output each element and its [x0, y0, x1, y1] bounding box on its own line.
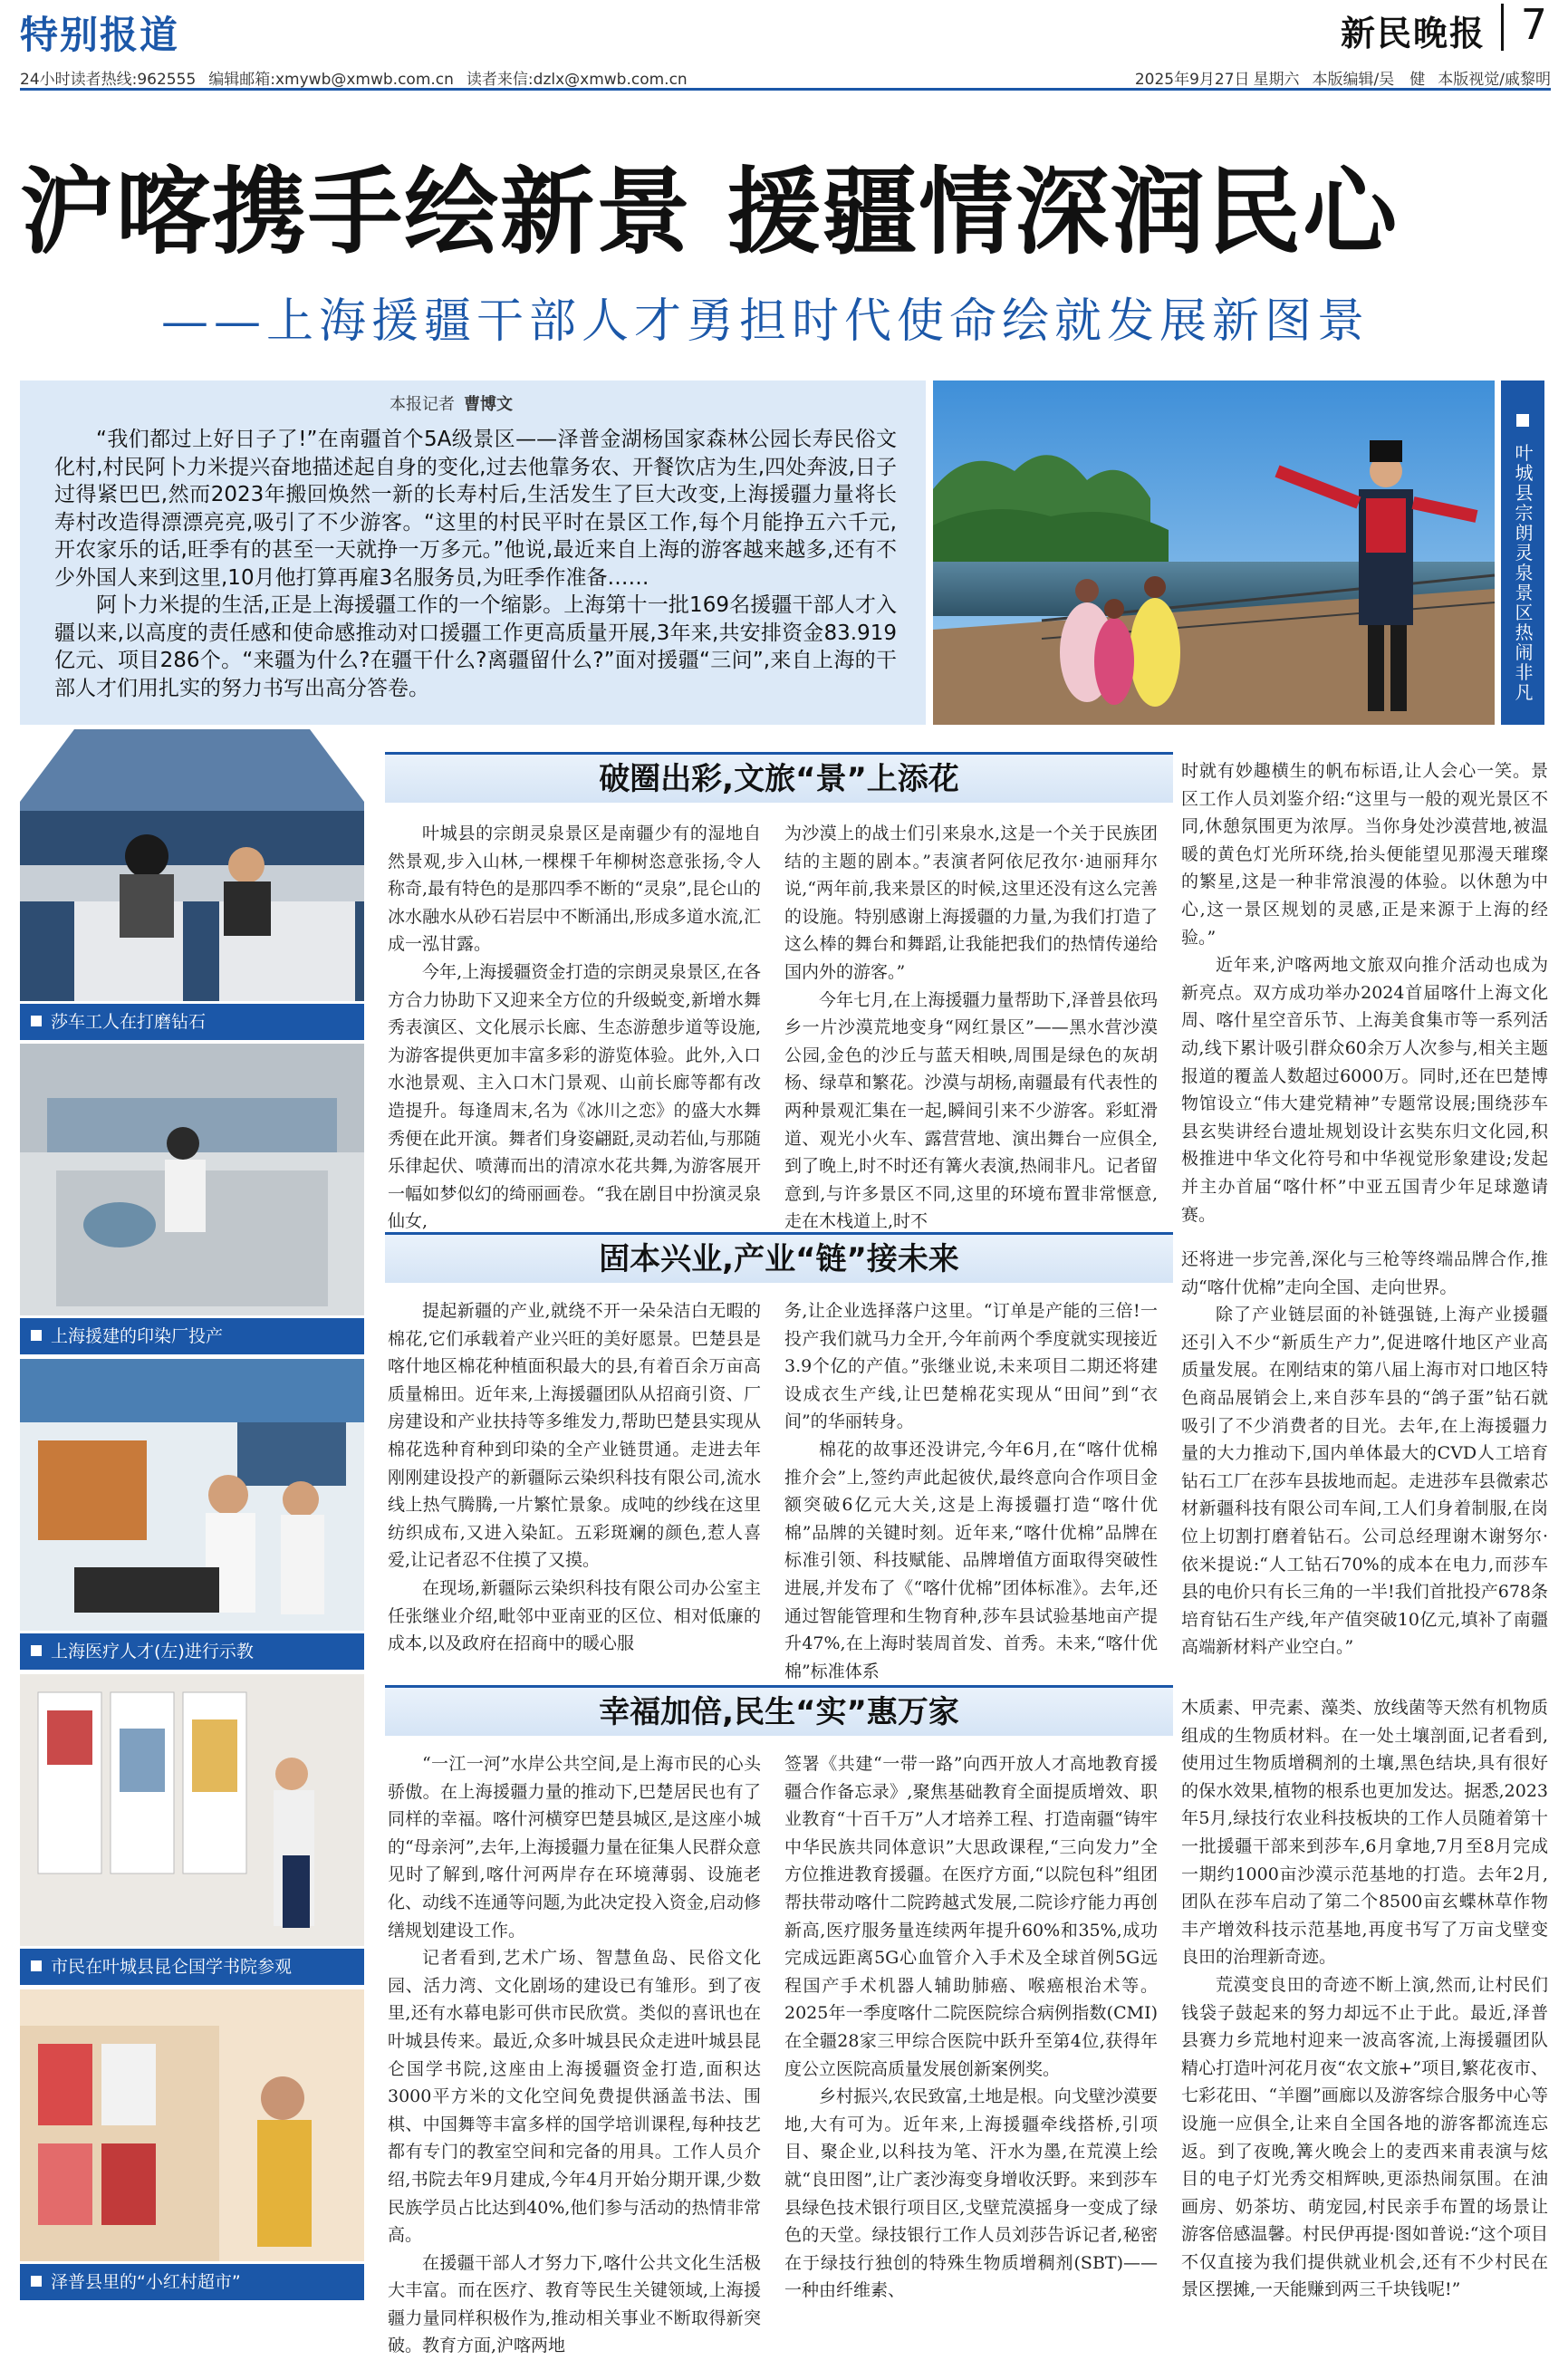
article-paragraph: 荒漠变良田的奇迹不断上演,然而,让村民们钱袋子鼓起来的努力却远不止于此。最近,泽普县赛力乡荒地村迎来一波高客流,上海援疆团队精心打造叶河花月夜“农文旅+”项目,繁花夜市、七彩花田、“羊圈”画廊以及游客综合服务中心等设施一应俱全,让来自全国各地的游客都流连忘返。到了夜晚,篝火晚会上的麦西来甫表演与炫目的电子灯光秀交相辉映,更添热闹氛围。在油画房、奶茶坊、萌宠园,村民亲手布置的场景让游客倍感温馨。村民伊再提·图如普说:“这个项目不仅直接为我们提供就业机会,还有不少村民在景区摆摊,一天能赚到两三千块钱呢!”: [1181, 1974, 1548, 2300]
byline-name: 曹博文: [464, 395, 513, 414]
issue-date: 2025年9月27日: [1134, 71, 1250, 89]
article-paragraph: 还将进一步完善,深化与三枪等终端品牌合作,推动“喀什优棉”走向全国、走向世界。: [1181, 1249, 1548, 1297]
article-column: [784, 820, 1158, 1291]
intro-text: [54, 426, 897, 702]
page-designer: 本版视觉/戚黎明: [1438, 71, 1551, 89]
section-title-industry: 固本兴业,产业“链”接未来: [385, 1232, 1173, 1283]
byline-label: 本报记者: [390, 395, 455, 414]
article-paragraph: 在现场,新疆际云染织科技有限公司办公室主任张继业介绍,毗邻中亚南亚的区位、相对低廉的成本,以及政府在招商中的暖心服: [388, 1577, 761, 1654]
article-paragraph: 棉花的故事还没讲完,今年6月,在“喀什优棉推介会”上,签约声此起彼伏,最终意向合作项目金额突破6亿元大关,这是上海援疆打造“喀什优棉”品牌的关键时刻。近年来,“喀什优棉”品牌在标准引领、科技赋能、品牌增值方面取得突破性进展,并发布了《“喀什优棉”团体标准》。去年,还通过智能管理和生物育种,莎车县试验基地亩产提升47%,在上海时装周首发、首秀。未来,“喀什优棉”标准体系: [784, 1439, 1158, 1681]
photo-caption-text: 市民在叶城县昆仑国学书院参观: [51, 1957, 293, 1977]
caption-marker: [31, 1645, 42, 1656]
article-paragraph: 今年,上海援疆资金打造的宗朗灵泉景区,在各方合力协助下又迎来全方位的升级蜕变,新增水舞秀表演区、文化展示长廊、生态游憩步道等设施,为游客提供更加丰富多彩的游览体验。此外,入口水池景观、主入口木门景观、山前长廊等都有改造提升。每逢周末,名为《冰川之恋》的盛大水舞秀便在此开演。舞者们身姿翩跹,灵动若仙,与那随乐律起伏、喷薄而出的清凉水花共舞,为游客展开一幅如梦似幻的绮丽画卷。“我在剧目中扮演灵泉仙女,: [388, 961, 761, 1232]
page-number: 7: [1520, 0, 1547, 49]
photo-caption-text: 莎车工人在打磨钻石: [51, 1012, 207, 1032]
article-paragraph: “一江一河”水岸公共空间,是上海市民的心头骄傲。在上海援疆力量的推动下,巴楚居民也有了同样的幸福。喀什河横穿巴楚县城区,是这座小城的“母亲河”,去年,上海援疆力量在征集人民群众意见时了解到,喀什河两岸存在环境薄弱、设施老化、动线不连通等问题,为此决定投入资金,启动修缮规划建设工作。: [388, 1754, 761, 1941]
supermarket-image: [20, 1989, 364, 2261]
article-paragraph: 今年七月,在上海援疆力量帮助下,泽普县依玛乡一片沙漠荒地变身“网红景区”——黑水营沙漠公园,金色的沙丘与蓝天相映,周围是绿色的灰胡杨、绿草和繁花。沙漠与胡杨,南疆最有代表性的两种景观汇集在一起,瞬间引来不少游客。彩虹滑道、观光小火车、露营营地、演出舞台一应俱全,到了晚上,时不时还有篝火表演,热闹非凡。记者留意到,与许多景区不同,这里的环境布置非常惬意,走在木栈道上,时不: [784, 989, 1158, 1232]
article-paragraph: 除了产业链层面的补链强链,上海产业援疆还引入不少“新质生产力”,促进喀什地区产业高质量发展。在刚结束的第八届上海市对口地区特色商品展销会上,来自莎车县的“鸽子蛋”钻石就吸引了不少消费者的目光。去年,在上海援疆力量的大力推动下,国内单体最大的CVD人工培育钻石工厂在莎车县拔地而起。走进莎车县微索芯材新疆科技有限公司车间,工人们身着制服,在岗位上切割打磨着钻石。公司总经理谢木谢努尔·依米提说:“人工钻石70%的成本在电力,而莎车县的电价只有长三角的一半!我们首批投产678条培育钻石生产线,年产值突破10亿元,填补了南疆高端新材料产业空白。”: [1181, 1305, 1548, 1658]
diamond-workers-image: [20, 729, 364, 1001]
byline: [390, 391, 513, 415]
article-paragraph: 乡村振兴,农民致富,土地是根。向戈壁沙漠要地,大有可为。近年来,上海援疆牵线搭桥,引项目、聚企业,以科技为笔、汗水为墨,在荒漠上绘就“良田图”,让广袤沙海变身增收沃野。来到莎车县绿色技术银行项目区,戈壁荒漠摇身一变成了绿色的天堂。绿技银行工作人员刘莎告诉记者,秘密在于绿技行独创的特殊生物质增稠剂(SBT)——一种由纤维素、: [784, 2086, 1158, 2301]
dancers-image: [933, 380, 1495, 725]
article-paragraph: 在援疆干部人才努力下,喀什公共文化生活极大丰富。而在医疗、教育等民生关键领域,上海援疆力量同样积极作为,推动相关事业不断取得新突破。教育方面,沪喀两地: [388, 2252, 761, 2356]
photo-academy: [20, 1674, 364, 1946]
photo-dye-factory: [20, 1044, 364, 1315]
article-paragraph: 提起新疆的产业,就绕不开一朵朵洁白无暇的棉花,它们承载着产业兴旺的美好愿景。巴楚县是喀什地区棉花种植面积最大的县,有着百余万亩高质量棉田。近年来,上海援疆团队从招商引资、厂房建设和产业扶持等多维发力,帮助巴楚县实现从棉花选种育种到印染的全产业链贯通。走进去年刚刚建设投产的新疆际云染织科技有限公司,流水线上热气腾腾,一片繁忙景象。成吨的纱线在这里纺织成布,又进入染缸。五彩斑斓的颜色,惹人喜爱,让记者忍不住摸了又摸。: [388, 1301, 761, 1571]
article-column: [784, 1297, 1158, 1681]
info-bar: [20, 63, 1551, 91]
photo-caption-medical: [20, 1633, 364, 1670]
top-photo-dancers: [933, 380, 1495, 725]
masthead: [20, 0, 1551, 63]
article-paragraph: 木质素、甲壳素、藻类、放线菌等天然有机物质组成的生物质材料。在一处土壤剖面,记者看到,使用过生物质增稠剂的土壤,黑色结块,具有很好的保水效果,植物的根系也更加发达。据悉,2023年5月,绿技行农业科技板块的工作人员随着第十一批援疆干部来到莎车,6月拿地,7月至8月完成一期约1000亩沙漠示范基地的打造。去年2月,团队在莎车启动了第二个8500亩玄蝶林草作物丰产增效科技示范基地,再度书写了万亩戈壁变良田的治理新奇迹。: [1181, 1698, 1548, 1968]
article-column: [1181, 757, 1548, 1292]
article-column: [784, 1750, 1158, 2312]
photo-caption-supermarket: [20, 2264, 364, 2300]
reader-hotline: 24小时读者热线:962555: [20, 71, 197, 89]
article-paragraph: 近年来,沪喀两地文旅双向推介活动也成为新亮点。双方成功举办2024首届喀什上海文化周、喀什星空音乐节、上海美食集市等一系列活动,线下累计吸引群众60余万人次参与,相关主题报道的覆盖人数超过6000万。同时,还在巴楚博物馆设立“伟大建党精神”专题常设展;围绕莎车县玄奘讲经台遗址规划设计玄奘东归文化园,积极推进中华文化符号和中华视觉形象建设;发起并主办首届“喀什杯”中亚五国青少年足球邀请赛。: [1181, 955, 1548, 1225]
article-paragraph: 签署《共建“一带一路”向西开放人才高地教育援疆合作备忘录》,聚焦基础教育全面提质增效、职业教育“十百千万”人才培养工程、打造南疆“铸牢中华民族共同体意识”大思政课程,“三向发力”全方位推进教育援疆。在医疗方面,“以院包科”组团帮扶带动喀什二院跨越式发展,二院诊疗能力再创新高,医疗服务量连续两年提升60%和35%,成功完成远距离5G心血管介入手术及全球首例5G远程国产手术机器人辅助肺癌、喉癌根治术等。2025年一季度喀什二院医院综合病例指数(CMI)在全疆28家三甲综合医院中跃升至第4位,获得年度公立医院高质量发展创新案例奖。: [784, 1754, 1158, 2079]
dye-factory-image: [20, 1044, 364, 1315]
photo-caption-diamond: [20, 1004, 364, 1040]
contact-info: [20, 66, 700, 89]
edition-info: [1122, 66, 1551, 89]
section-title-culture-tourism: 破圈出彩,文旅“景”上添花: [385, 752, 1173, 803]
article-column: [388, 1750, 761, 2356]
section-name: 特别报道: [20, 13, 180, 57]
article-column: [1181, 1694, 1548, 2312]
intro-paragraph: “我们都过上好日子了!”在南疆首个5A级景区——泽普金湖杨国家森林公园长寿民俗文化村,村民阿卜力米提兴奋地描述起自身的变化,过去他靠务农、开餐饮店为生,四处奔波,日子过得紧巴巴,然而2023年搬回焕然一新的长寿村后,生活发生了巨大改变,上海援疆力量将长寿村改造得漂漂亮亮,吸引了不少游客。“这里的村民平时在景区工作,每个月能挣五六千元,开农家乐的话,旺季有的甚至一天就挣一万多元。”他说,最近来自上海的游客越来越多,还有不少外国人来到这里,10月他打算再雇3名服务员,为旺季作准备……: [54, 428, 897, 590]
photo-caption-dye: [20, 1318, 364, 1354]
photo-supermarket: [20, 1989, 364, 2261]
section-title-livelihood: 幸福加倍,民生“实”惠万家: [385, 1685, 1173, 1736]
subheadline: ——上海援疆干部人才勇担时代使命绘就发展新图景: [161, 294, 1371, 349]
article-paragraph: 为沙漠上的战士们引来泉水,这是一个关于民族团结的主题的剧本。”表演者阿依尼孜尔·迪丽拜尔说,“两年前,我来景区的时候,这里还没有这么完善的设施。特别感谢上海援疆的力量,为我们打造了这么棒的舞台和舞蹈,让我能把我们的热情传递给国内外的游客。”: [784, 824, 1158, 982]
photo-caption-text: 上海医疗人才(左)进行示教: [51, 1642, 254, 1662]
article-column: [388, 1297, 761, 1671]
photo-caption-academy: [20, 1949, 364, 1985]
caption-marker: [31, 2276, 42, 2287]
article-paragraph: 记者看到,艺术广场、智慧鱼岛、民俗文化园、活力湾、文化剧场的建设已有雏形。到了夜里,还有水幕电影可供市民欣赏。类似的喜讯也在叶城县传来。最近,众多叶城县民众走进叶城县昆仑国学书院,这座由上海援疆资金打造,面积达3000平方米的文化空间免费提供涵盖书法、围棋、中国舞等丰富多样的国学培训课程,每种技艺都有专门的教室空间和完备的用具。工作人员介绍,书院去年9月建成,今年4月开始分期开课,少数民族学员占比达到40%,他们参与活动的热情非常高。: [388, 1948, 761, 2246]
photo-medical: [20, 1359, 364, 1631]
medical-image: [20, 1359, 364, 1631]
top-photo-caption-text: 叶城县宗朗灵泉景区热闹非凡: [1512, 443, 1534, 703]
article-column: [388, 820, 761, 1291]
caption-marker: [31, 1016, 42, 1026]
article-paragraph: 时就有妙趣横生的帆布标语,让人会心一笑。景区工作人员刘鉴介绍:“这里与一般的观光景区不同,休憩氛围更为浓厚。当你身处沙漠营地,被温暖的黄色灯光所环绕,抬头便能望见那漫天璀璨的繁星,这是一种非常浪漫的体验。以休憩为中心,这一景区规划的灵感,正是来源于上海的经验。”: [1181, 761, 1548, 948]
caption-marker: [31, 1330, 42, 1341]
photo-caption-text: 泽普县里的“小红村超市”: [51, 2272, 241, 2292]
article-paragraph: 叶城县的宗朗灵泉景区是南疆少有的湿地自然景观,步入山林,一棵棵千年柳树恣意张扬,令人称奇,最有特色的是那四季不断的“灵泉”,昆仑山的冰水融水从砂石岩层中不断涌出,形成多道水流,汇成一泓甘露。: [388, 824, 761, 955]
page-editor: 本版编辑/吴 健: [1312, 71, 1426, 89]
caption-marker: [31, 1960, 42, 1971]
article-paragraph: 务,让企业选择落户这里。“订单是产能的三倍!一投产我们就马力全开,今年前两个季度就实现接近3.9个亿的产值。”张继业说,未来项目二期还将建设成衣生产线,让巴楚棉花实现从“田间”到“衣间”的华丽转身。: [784, 1301, 1158, 1432]
newspaper-logo: 新民晚报: [1340, 13, 1486, 53]
issue-weekday: 星期六: [1253, 71, 1300, 89]
caption-marker: [1516, 414, 1529, 427]
edit-email: 编辑邮箱:xmywb@xmwb.com.cn: [208, 71, 454, 89]
reader-email: 读者来信:dzlx@xmwb.com.cn: [466, 71, 688, 89]
photo-caption-text: 上海援建的印染厂投产: [51, 1326, 224, 1346]
academy-image: [20, 1674, 364, 1946]
page-number-divider: [1501, 4, 1504, 51]
intro-paragraph: 阿卜力米提的生活,正是上海援疆工作的一个缩影。上海第十一批169名援疆干部人才入疆以来,以高度的责任感和使命感推动对口援疆工作更高质量开展,3年来,共安排资金83.919亿元、项目286个。“来疆为什么?在疆干什么?离疆留什么?”面对援疆“三问”,来自上海的干部人才们用扎实的努力书写出高分答卷。: [54, 593, 897, 700]
headline: 沪喀携手绘新景 援疆情深润民心: [20, 157, 1400, 267]
photo-diamond-workers: [20, 729, 364, 1001]
top-photo-caption: [1501, 380, 1544, 725]
article-column: [1181, 1246, 1548, 1671]
